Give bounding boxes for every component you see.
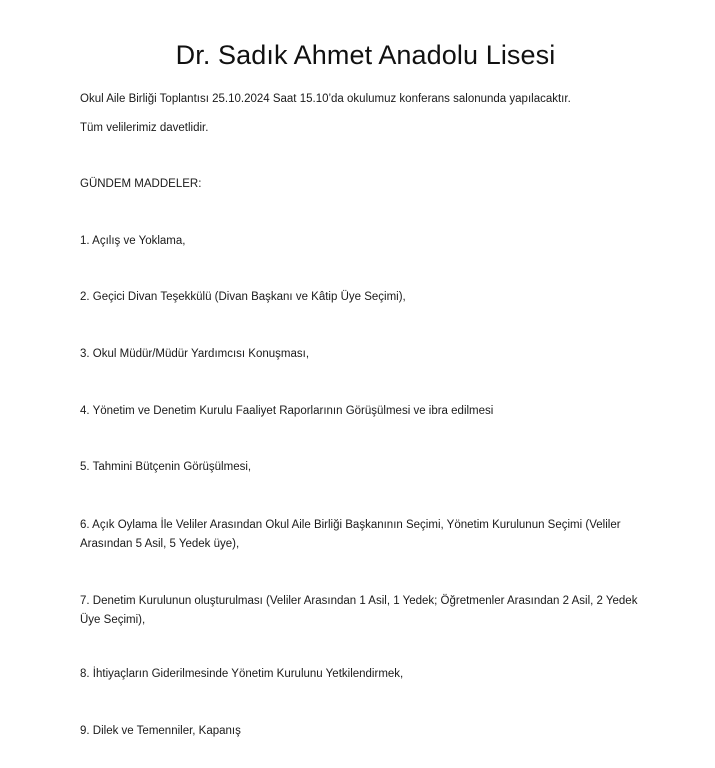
agenda-item-4: 4. Yönetim ve Denetim Kurulu Faaliyet Raporlarının Görüşülmesi ve ibra edilmesi — [80, 405, 494, 417]
agenda-item-7: 7. Denetim Kurulunun oluşturulması (Veliler Arasından 1 Asil, 1 Yedek; Öğretmenler Arasından 2 Asil, 2 Yedek Üye Seçimi), — [80, 595, 638, 626]
agenda-heading: GÜNDEM MADDELER: — [80, 178, 202, 190]
agenda-item-8: 8. İhtiyaçların Giderilmesinde Yönetim Kurulunu Yetkilendirmek, — [80, 668, 404, 680]
agenda-item-1: 1. Açılış ve Yoklama, — [80, 235, 186, 247]
agenda-item-3: 3. Okul Müdür/Müdür Yardımcısı Konuşması, — [80, 348, 310, 360]
intro-text: Okul Aile Birliği Toplantısı 25.10.2024 Saat 15.10’da okulumuz konferans salonunda yapılacaktır. — [80, 93, 571, 105]
invitation-text: Tüm velilerimiz davetlidir. — [80, 122, 209, 134]
document-title: Dr. Sadık Ahmet Anadolu Lisesi — [175, 40, 556, 70]
agenda-item-5: 5. Tahmini Bütçenin Görüşülmesi, — [80, 461, 252, 473]
agenda-item-9: 9. Dilek ve Temenniler, Kapanış — [80, 725, 241, 737]
agenda-item-2: 2. Geçici Divan Teşekkülü (Divan Başkanı ve Kâtip Üye Seçimi), — [80, 291, 406, 303]
agenda-item-6: 6. Açık Oylama İle Veliler Arasından Okul Aile Birliği Başkanının Seçimi, Yönetim Kurulunun Seçimi (Veliler Arasından 5 Asil, 5 Yedek üye), — [80, 519, 621, 550]
